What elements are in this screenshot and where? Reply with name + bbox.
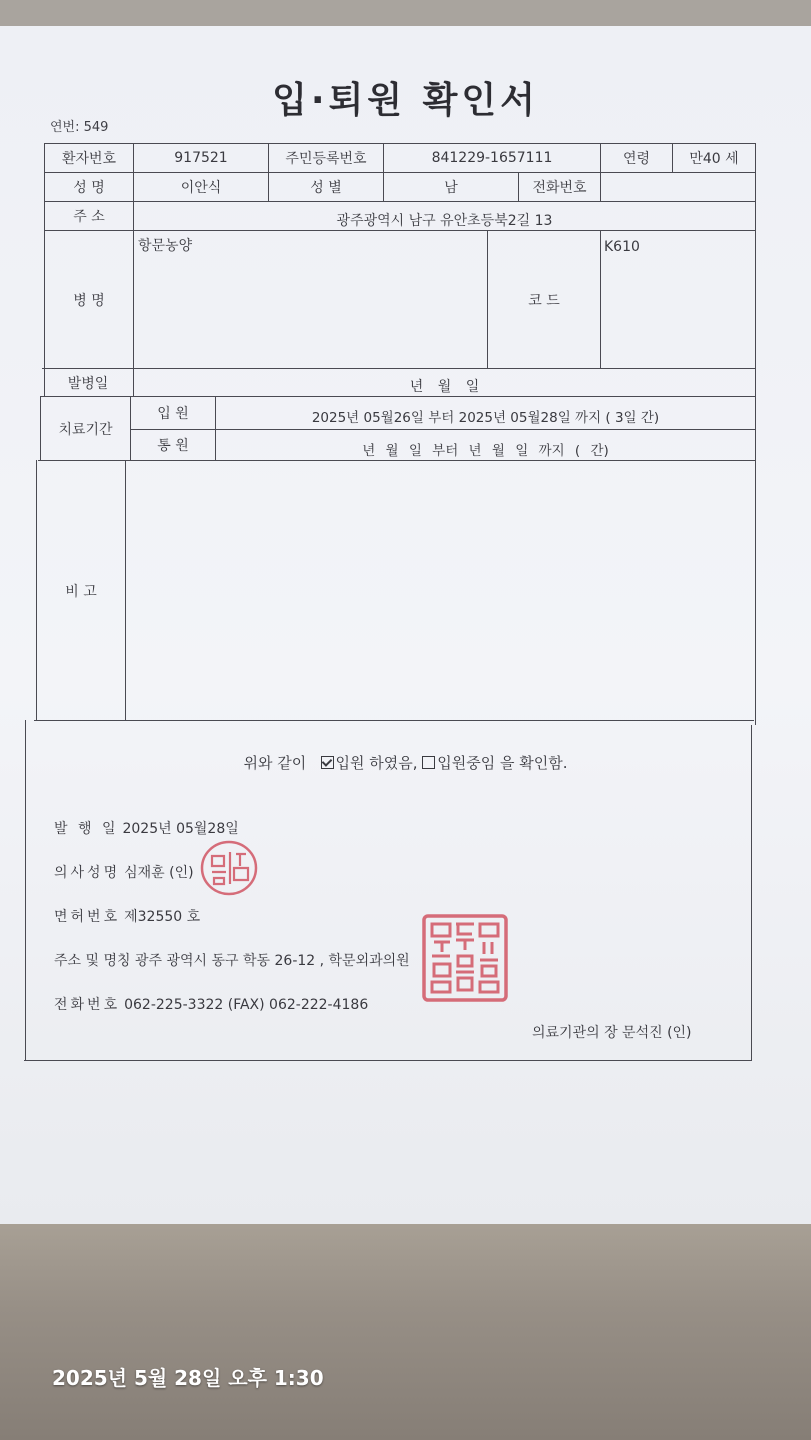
hospitalized-checkbox (422, 756, 435, 769)
doctor-label: 의사성명 (54, 865, 121, 881)
onset-label: 발병일 (67, 375, 109, 392)
treatment-label: 치료기간 (58, 421, 113, 438)
doctor-line (54, 862, 194, 882)
address-label: 주 소 (73, 209, 105, 225)
issue-date-label: 발 행 일 (54, 821, 119, 837)
sex-label: 성 별 (310, 180, 342, 196)
remarks-label: 비 고 (65, 583, 97, 600)
rrn-label: 주민등록번호 (285, 151, 367, 167)
diagnosis-label: 병 명 (73, 292, 105, 309)
clinic-phone-value: 062-225-3322 (FAX) 062-222-4186 (124, 997, 369, 1013)
rrn-value: 841229-1657111 (431, 150, 553, 166)
license-line (54, 906, 200, 926)
code-label: 코 드 (528, 292, 560, 309)
inpatient-period: 2025년 05월26일 부터 2025년 05월28일 까지 ( 3일 간) (311, 410, 660, 426)
confirmation-prefix: 위와 같이 (243, 754, 307, 772)
address-value: 광주광역시 남구 유안초등북2길 13 (336, 213, 553, 229)
patient-no-value: 917521 (174, 150, 228, 166)
option-hospitalized: 입원중임 (437, 754, 496, 772)
document-title: 입·퇴원 확인서 (272, 80, 539, 121)
clinic-address-value: 광주 광역시 동구 학동 26-12 , 학문외과의원 (134, 953, 410, 969)
license-label: 면허번호 (54, 909, 121, 925)
serial-number: 연번: 549 (50, 120, 109, 135)
doctor-seal-icon (198, 838, 260, 898)
sex-value: 남 (444, 180, 458, 196)
clinic-address-label: 주소 및 명칭 (54, 953, 131, 969)
age-label: 연령 (622, 151, 651, 167)
clinic-phone-label: 전화번호 (54, 997, 121, 1013)
code-value: K610 (604, 239, 640, 255)
clinic-address-line (54, 950, 410, 970)
outpatient-label: 통 원 (157, 438, 189, 454)
doctor-name: 심재훈 (인) (124, 865, 194, 881)
confirmation-statement (0, 752, 811, 773)
outpatient-period: 년 월 일 부터 년 월 일 까지 ( 간) (362, 443, 609, 459)
phone-label: 전화번호 (532, 180, 587, 196)
license-number: 제32550 호 (124, 909, 201, 925)
issue-date-line (54, 818, 239, 838)
diagnosis-value: 항문농양 (138, 238, 193, 254)
phone-value (601, 173, 755, 201)
issue-date-value: 2025년 05월28일 (122, 821, 239, 837)
remarks-value (126, 461, 755, 720)
patient-no-label: 환자번호 (61, 151, 117, 167)
clinic-phone-line (54, 994, 368, 1014)
hospital-seal-icon (420, 912, 510, 1004)
admitted-checkbox (321, 756, 334, 769)
onset-value: 년 월 일 (409, 378, 480, 395)
inpatient-label: 입 원 (157, 406, 189, 422)
institution-head: 의료기관의 장 문석진 (인) (532, 1025, 692, 1041)
name-label: 성 명 (73, 180, 105, 196)
age-value: 만40 세 (689, 151, 739, 167)
confirmation-suffix: 을 확인함. (500, 754, 568, 772)
name-value: 이안식 (180, 180, 222, 196)
photo-timestamp: 2025년 5월 28일 오후 1:30 (52, 1366, 324, 1390)
option-admitted: 입원 하였음, (335, 754, 418, 772)
